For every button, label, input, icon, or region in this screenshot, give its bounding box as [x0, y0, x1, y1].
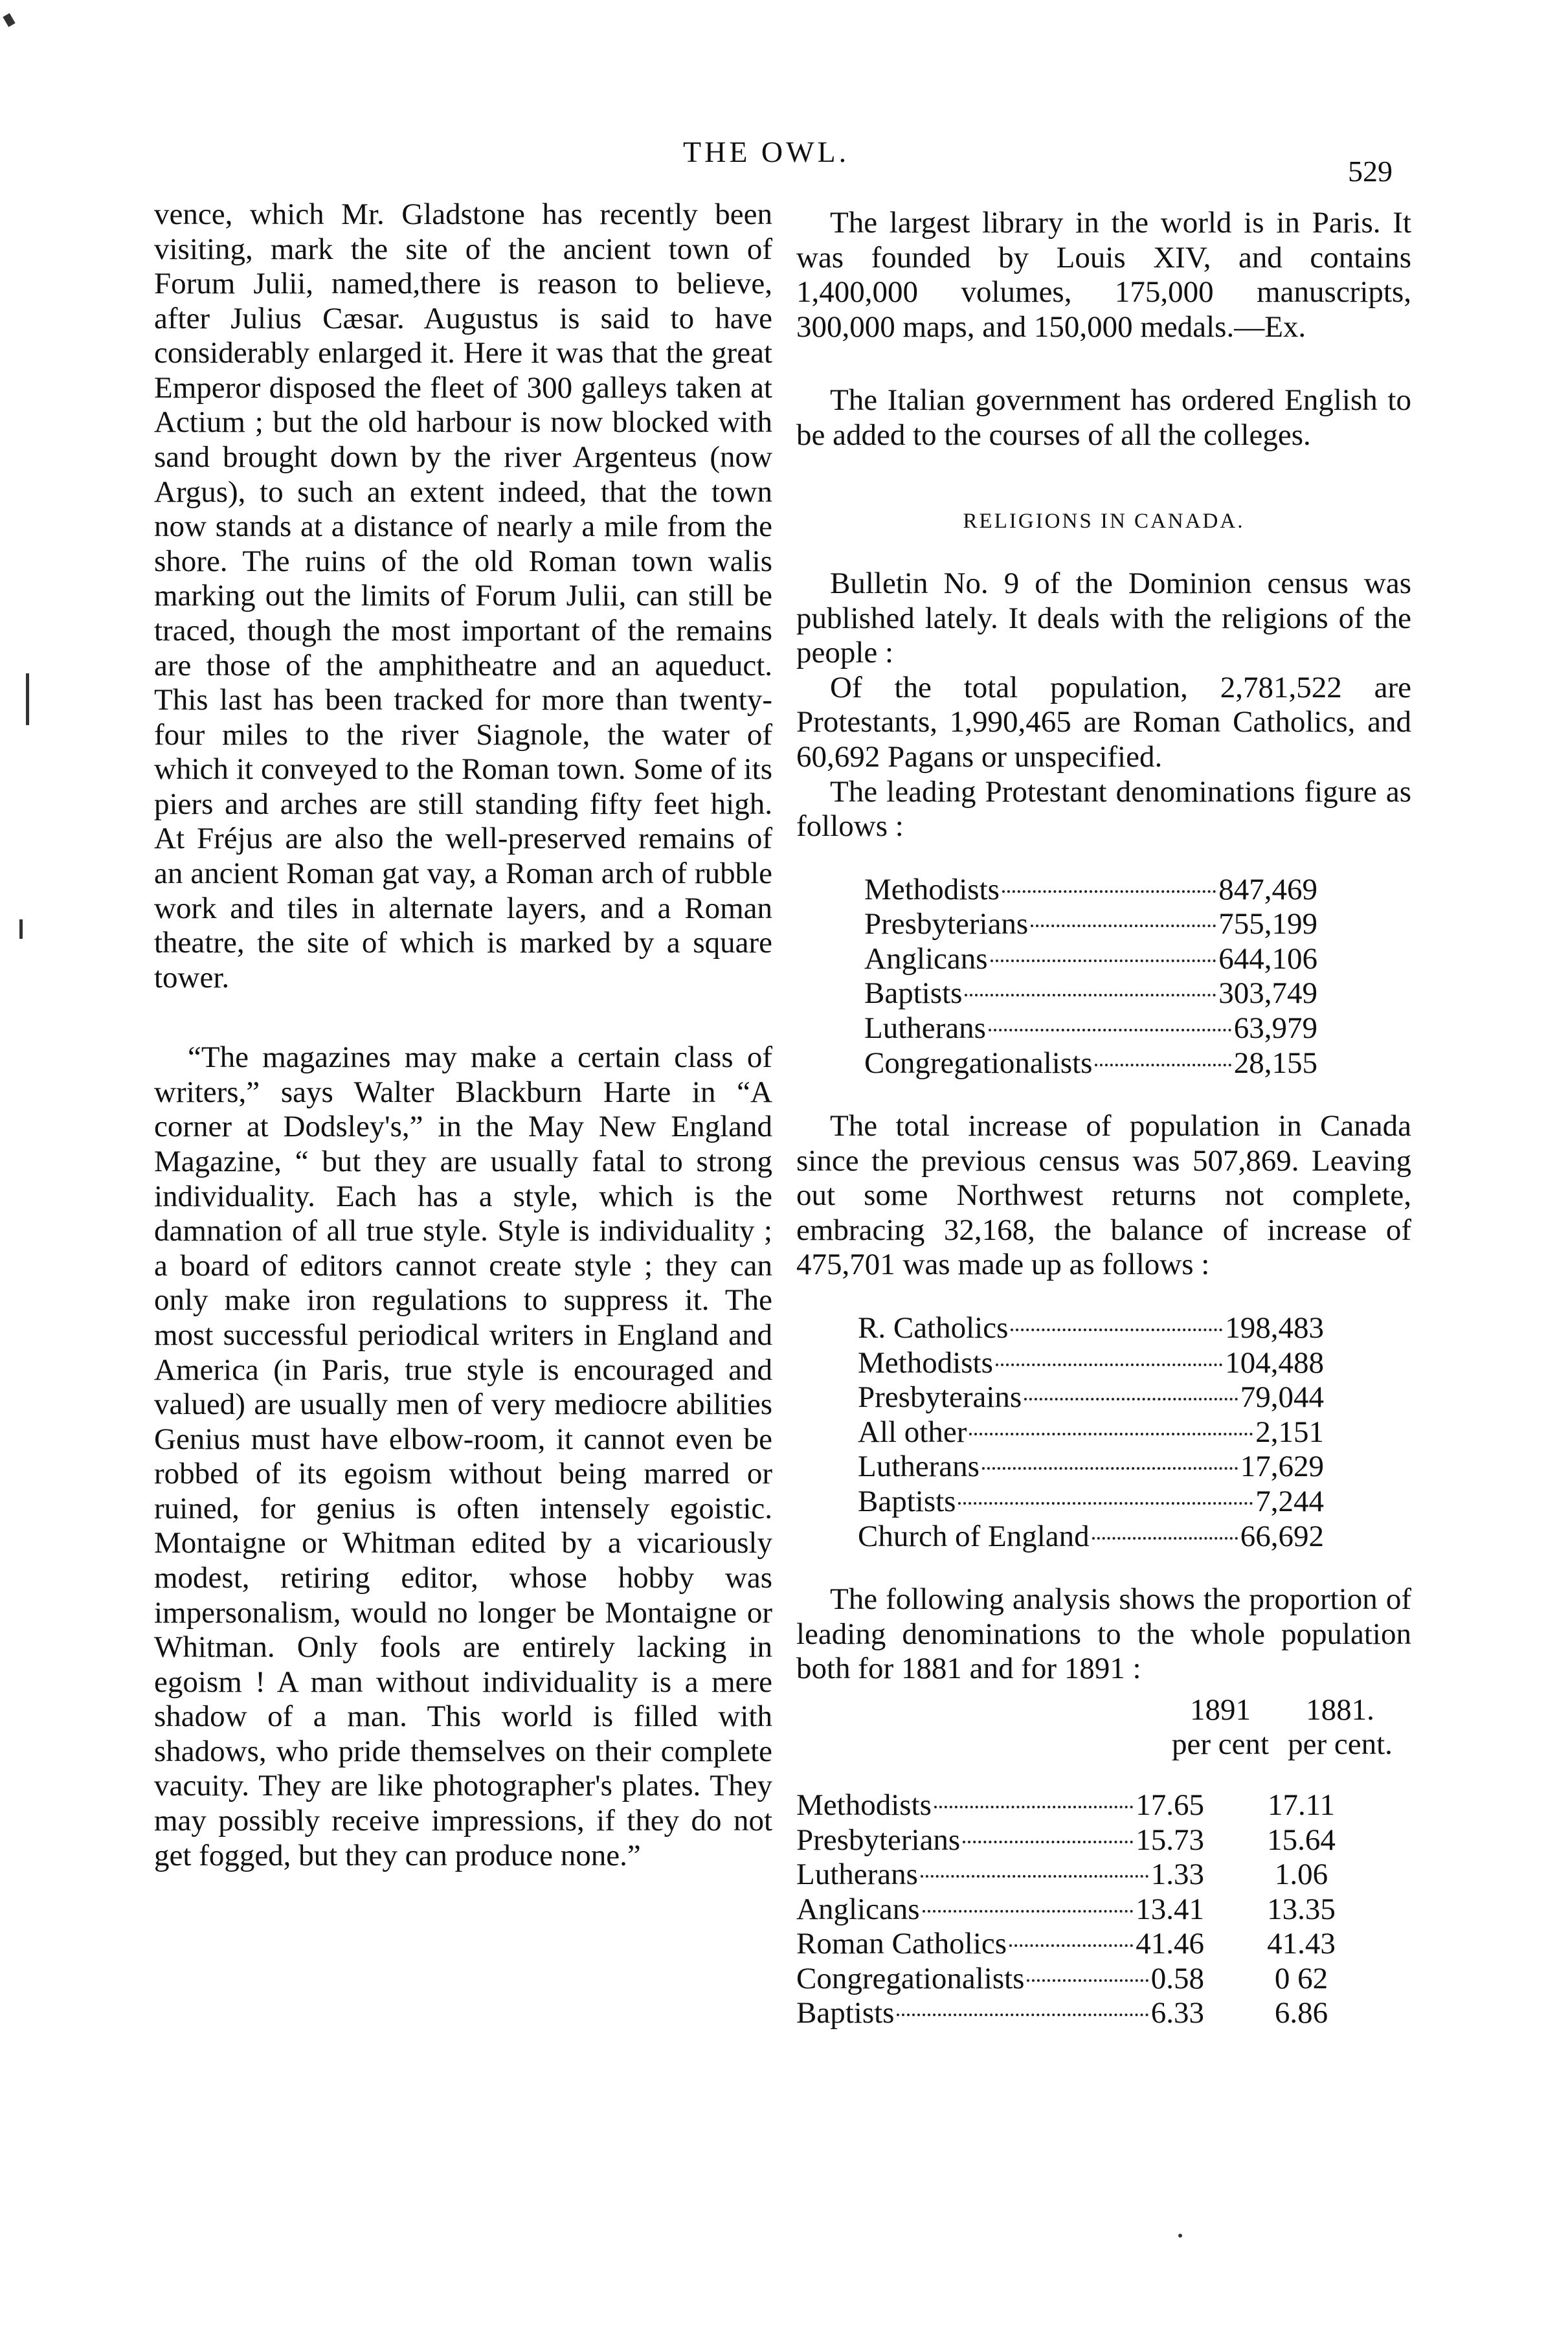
column-header-1891: 1891 — [1190, 1692, 1251, 1727]
list-item: Methodists 847,469 — [864, 872, 1317, 906]
analysis-paragraph: The following analysis shows the proportion of leading denominations to the whole population both for 1881 and for 1891 : — [796, 1582, 1411, 1686]
list-item: Congregationalists 28,155 — [864, 1046, 1317, 1080]
table-row: Roman Catholics 41.46 41.43 — [796, 1927, 1336, 1961]
population-paragraph: Of the total population, 2,781,522 are Protestants, 1,990,465 are Roman Catholics, and 60,692 Pagans or unspecified. — [796, 670, 1411, 774]
list-item: Methodists 104,488 — [858, 1345, 1324, 1380]
scan-artifact — [26, 673, 29, 725]
list-item: Lutherans 63,979 — [864, 1011, 1317, 1046]
section-heading: RELIGIONS IN CANADA. — [963, 510, 1245, 533]
left-column — [154, 197, 772, 1873]
table-subheader — [796, 1727, 1398, 1762]
list-item: Baptists 7,244 — [858, 1484, 1324, 1518]
right-column — [796, 206, 1411, 2031]
table-header — [796, 1693, 1398, 1728]
table-row: Anglicans 13.41 13.35 — [796, 1892, 1336, 1926]
scan-artifact — [19, 919, 23, 939]
scan-artifact — [3, 13, 15, 27]
list-item: Baptists 303,749 — [864, 976, 1317, 1011]
fora-julii-paragraph: vence, which Mr. Gladstone has recently been visiting, mark the site of the ancient town of Forum Julii, named,there is reason to believe, after Julius Cæsar. Augustus is said to have considerably enlarged it. Here it was that the great Emperor disposed the fleet of 300 galleys taken at Actium ; but the old harbour is now blocked with sand brought down by the river Argenteus (now Argus), to such an extent indeed, that the town now stands at a distance of nearly a mile from the shore. The ruins of the old Roman town walis marking out the limits of Forum Julii, can still be traced, though the most important of the remains are those of the amphitheatre and an aqueduct. This last has been tracked for more than twenty-four miles to the river Siagnole, the water of which it conveyed to the Roman town. Some of its piers and arches are still standing fifty feet high. At Fréjus are also the well-preserved remains of an ancient Roman gat vay, a Roman arch of rubble work and tiles in alternate layers, and a Roman theatre, the site of which is marked by a square tower. — [154, 197, 772, 994]
running-title: THE OWL. — [683, 135, 850, 168]
increase-paragraph: The total increase of population in Canada since the previous census was 507,869. Leaving out some Northwest returns not complete, embracing 32,168, the balance of increase of 475,701 was made up as follows : — [796, 1109, 1411, 1282]
scan-artifact — [1178, 2234, 1182, 2238]
list-item: R. Catholics 198,483 — [858, 1311, 1324, 1345]
library-paragraph: The largest library in the world is in Paris. It was founded by Louis XIV, and contains 1,400,000 volumes, 175,000 manuscripts, 300,000 maps, and 150,000 medals.—Ex. — [796, 206, 1411, 344]
unit-1881: per cent. — [1288, 1727, 1393, 1762]
list-item: Lutherans 17,629 — [858, 1450, 1324, 1484]
table-row: Lutherans 1.33 1.06 — [796, 1858, 1328, 1892]
column-header-1881: 1881. — [1306, 1692, 1374, 1727]
list-item: All other 2,151 — [858, 1415, 1324, 1449]
bulletin-paragraph: Bulletin No. 9 of the Dominion census was published lately. It deals with the religions of the people : — [796, 567, 1411, 670]
table-row: Methodists 17.65 17.11 — [796, 1788, 1335, 1822]
protestant-denominations-list — [864, 873, 1317, 1081]
italian-government-paragraph: The Italian government has ordered English to be added to the courses of all the colleges. — [796, 383, 1411, 452]
proportion-table — [796, 1693, 1398, 2031]
page-number: 529 — [1348, 155, 1393, 188]
table-row: Baptists 6.33 6.86 — [796, 1996, 1328, 2030]
list-item: Anglicans 644,106 — [864, 941, 1317, 976]
list-item: Presbyterains 79,044 — [858, 1380, 1324, 1415]
unit-1891: per cent — [1171, 1727, 1270, 1762]
table-row: Presbyterians 15.73 15.64 — [796, 1823, 1336, 1857]
table-row: Congregationalists 0.58 0 62 — [796, 1961, 1328, 1995]
list-item: Church of England 66,692 — [858, 1519, 1324, 1553]
magazines-quote-paragraph: “The magazines may make a certain class of writers,” says Walter Blackburn Harte in “A corner at Dodsley's,” in the May New England Magazine, “ but they are usually fatal to strong individuality. Each has a style, which is the damnation of all true style. Style is individuality ; a board of editors cannot create style ; they can only make iron regulations to suppress it. The most successful periodical writers in England and America (in Paris, true style is encouraged and valued) are usually men of very mediocre abilities Genius must have elbow-room, it cannot even be robbed of its egoism without being marred or ruined, for genius is often intensely egoistic. Montaigne or Whitman edited by a vicariously modest, retiring editor, whose hobby was impersonalism, would no longer be Montaigne or Whitman. Only fools are entirely lacking in egoism ! A man without individuality is a mere shadow of a man. This world is filled with shadows, who pride themselves on their complete vacuity. They are like photographer's plates. They may possibly receive impressions, if they do not get fogged, but they can produce none.” — [154, 1040, 772, 1872]
list-item: Presbyterians 755,199 — [864, 907, 1317, 941]
protestant-intro-paragraph: The leading Protestant denominations figure as follows : — [796, 774, 1411, 844]
increase-breakdown-list — [858, 1311, 1324, 1554]
